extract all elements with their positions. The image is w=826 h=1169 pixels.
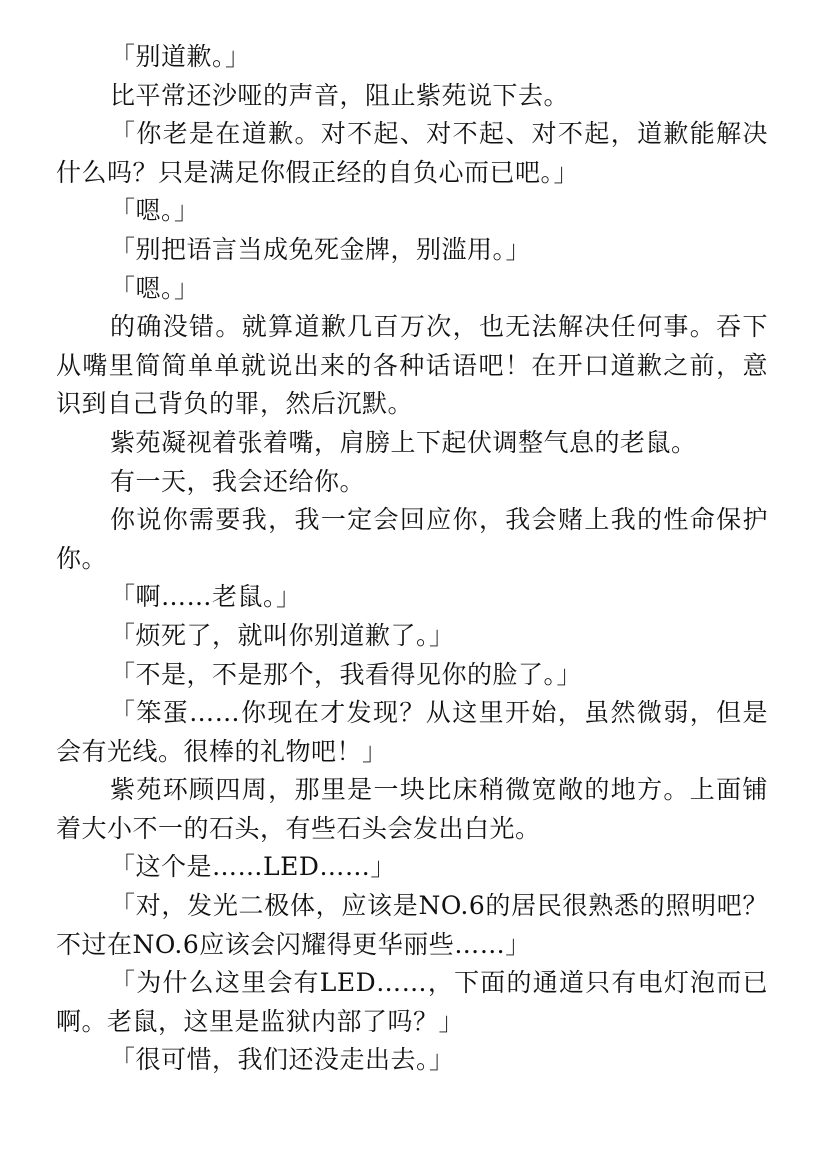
paragraph: 「不是，不是那个，我看得见你的脸了。」 xyxy=(110,659,583,689)
paragraph: 「很可惜，我们还没走出去。」 xyxy=(110,1045,455,1075)
paragraph: 「别道歉。」 xyxy=(110,42,251,71)
paragraph: 紫苑环顾四周，那里是一块比床稍微宽敞的地方。上面铺着大小不一的石头，有些石头会发出白光。 xyxy=(56,775,768,843)
paragraph: 「你老是在道歉。对不起、对不起、对不起，道歉能解决什么吗？只是满足你假正经的自负心而已吧。」 xyxy=(56,119,768,187)
paragraph: 「嗯。」 xyxy=(110,196,200,226)
paragraph: 的确没错。就算道歉几百万次，也无法解决任何事。吞下从嘴里简简单单就说出来的各种话语吧！在开口道歉之前，意识到自己背负的罪，然后沉默。 xyxy=(56,312,768,419)
paragraph: 「别把语言当成免死金牌，别滥用。」 xyxy=(110,234,532,264)
paragraph: 「嗯。」 xyxy=(110,273,200,303)
paragraph: 紫苑凝视着张着嘴，肩膀上下起伏调整气息的老鼠。 xyxy=(110,427,697,457)
paragraph: 你说你需要我，我一定会回应你，我会赌上我的性命保护你。 xyxy=(56,505,768,573)
paragraph: 「笨蛋……你现在才发现？从这里开始，虽然微弱，但是会有光线。很棒的礼物吧！」 xyxy=(56,698,768,766)
paragraph: 「对，发光二极体，应该是NO.6的居民很熟悉的照明吧？不过在NO.6应该会闪耀得更华丽些……」 xyxy=(56,891,768,959)
paragraph: 「烦死了，就叫你别道歉了。」 xyxy=(110,620,455,650)
paragraph: 「这个是……LED……」 xyxy=(110,852,396,882)
paragraph: 比平常还沙哑的声音，阻止紫苑说下去。 xyxy=(110,80,570,110)
novel-text xyxy=(56,38,768,1080)
paragraph: 「为什么这里会有LED……，下面的通道只有电灯泡而已啊。老鼠，这里是监狱内部了吗？」 xyxy=(56,968,768,1036)
paragraph: 有一天，我会还给你。 xyxy=(110,466,366,496)
paragraph: 「啊……老鼠。」 xyxy=(110,582,302,612)
